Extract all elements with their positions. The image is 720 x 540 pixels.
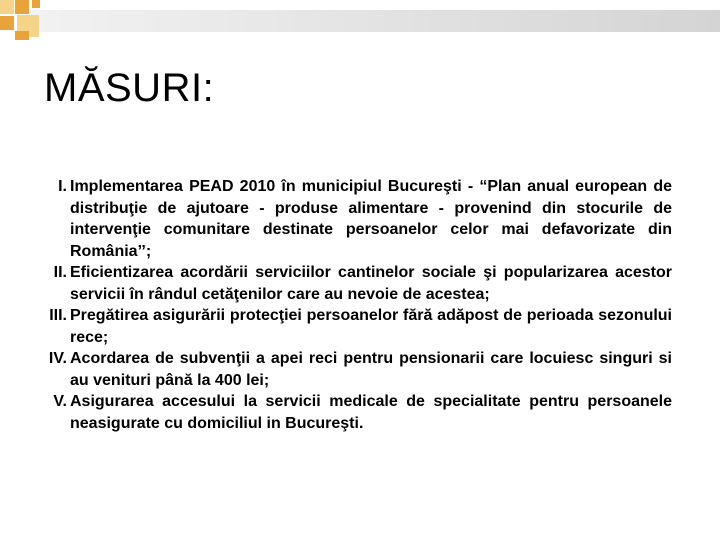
item-number: II. [53, 264, 67, 281]
item-number: V. [53, 393, 67, 410]
list-item [40, 305, 672, 348]
item-number: III. [49, 307, 67, 324]
header-decoration [0, 0, 720, 40]
list-item [40, 348, 672, 391]
header-gradient-bar [30, 10, 720, 32]
measures-list [40, 176, 672, 434]
slide-title: MĂSURI: [44, 66, 215, 110]
item-number: I. [58, 178, 67, 195]
decor-square-5 [15, 31, 29, 40]
decor-square-2 [15, 0, 29, 14]
item-text: Implementarea PEAD 2010 în municipiul Bucureşti - “Plan anual european de distribuţie de ajutoare - produse alimentare - provenind din stocurile de intervenţie comunitare destinate persoanelor celor mai defavorizate din România’’; [70, 178, 672, 260]
list-item [40, 262, 672, 305]
item-text: Eficientizarea acordării serviciilor cantinelor sociale şi popularizarea acestor servicii în rândul cetăţenilor care au nevoie de acestea; [70, 264, 672, 303]
decor-square-3 [0, 16, 14, 30]
item-number: IV. [48, 350, 67, 367]
decor-square-6 [32, 0, 40, 8]
item-text: Pregătirea asigurării protecţiei persoanelor fără adăpost de perioada sezonului rece; [70, 307, 672, 346]
decor-square-1 [0, 0, 14, 14]
item-text: Acordarea de subvenţii a apei reci pentru pensionarii care locuiesc singuri si au venituri până la 400 lei; [70, 350, 672, 389]
list-item [40, 391, 672, 434]
item-text: Asigurarea accesului la servicii medicale de specialitate pentru persoanele neasigurate cu domiciliul in Bucureşti. [70, 393, 672, 432]
list-item [40, 176, 672, 262]
